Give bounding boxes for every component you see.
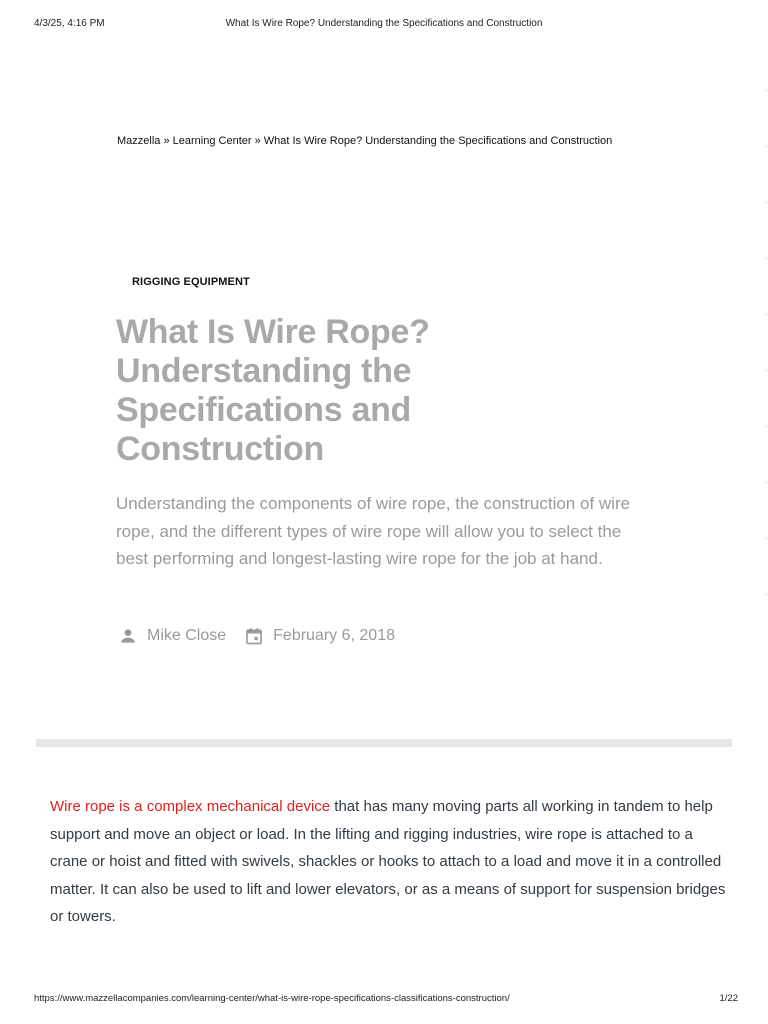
print-date: 4/3/25, 4:16 PM	[34, 18, 105, 29]
person-icon	[118, 626, 138, 646]
intro-link[interactable]: Wire rope is a complex mechanical device	[50, 798, 331, 815]
breadcrumb-current: What Is Wire Rope? Understanding the Specifications and Construction	[263, 135, 613, 147]
breadcrumb-separator: »	[251, 135, 264, 147]
article-intro-paragraph	[50, 793, 730, 931]
date-info	[244, 626, 395, 646]
print-footer	[0, 993, 768, 1009]
breadcrumb-separator: »	[160, 135, 173, 147]
calendar-icon	[244, 626, 264, 646]
page-number: 1/22	[719, 993, 738, 1004]
scroll-edge-marks	[762, 90, 768, 650]
article-meta	[118, 622, 395, 650]
author-info	[118, 626, 226, 646]
author-name[interactable]: Mike Close	[147, 627, 227, 644]
breadcrumb-home-link[interactable]: Mazzella	[117, 135, 161, 147]
breadcrumb	[117, 133, 637, 149]
article-subtitle: Understanding the components of wire rope, the construction of wire rope, and the different types of wire rope will allow you to select the best performing and longest-lasting wire rope for the job at hand.	[116, 494, 631, 568]
breadcrumb-learning-center-link[interactable]: Learning Center	[172, 135, 252, 147]
category-label[interactable]: RIGGING EQUIPMENT	[132, 276, 250, 288]
publish-date: February 6, 2018	[273, 627, 395, 644]
intro-text: that has many moving parts all working in tandem to help support and move an object or load. In the lifting and rigging industries, wire rope is attached to a crane or hoist and fitted with swivels, shackles or hooks to attach to a load and move it in a controlled matter. It can also be used to lift and lower elevators, or as a means of support for suspension bridges or towers.	[50, 798, 726, 925]
print-title: What Is Wire Rope? Understanding the Specifications and Construction	[225, 18, 543, 29]
section-divider	[36, 739, 732, 747]
article-title: What Is Wire Rope? Understanding the Specifications and Construction	[116, 313, 430, 468]
print-url: https://www.mazzellacompanies.com/learning-center/what-is-wire-rope-specifications-classifications-construction/	[34, 993, 510, 1004]
print-header	[0, 18, 768, 34]
